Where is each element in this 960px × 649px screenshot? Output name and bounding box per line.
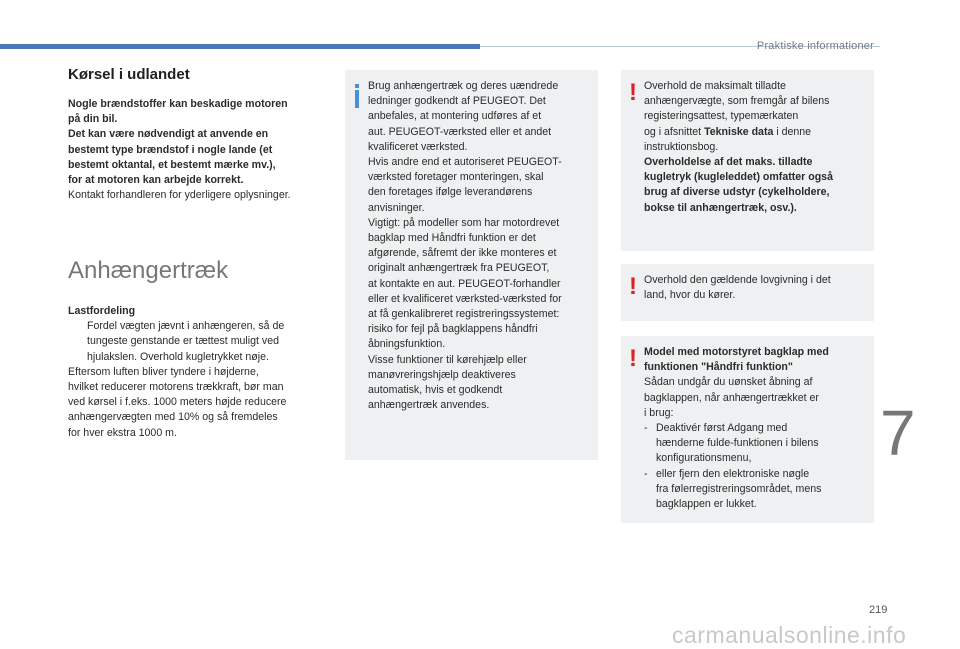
text-line: ved kørsel i f.eks. 1000 meters højde reducere (68, 396, 287, 409)
altitude-text (68, 365, 330, 441)
text-line: bagklappen, når anhængertrækket er (644, 391, 819, 404)
text-line: anbefales, at montering udføres af et (368, 110, 542, 123)
info-box (345, 70, 598, 460)
dash-marker: - (644, 422, 648, 435)
text-line: brug af diverse udstyr (cykelholdere, (644, 186, 830, 199)
page-number: 219 (869, 604, 888, 616)
dash-marker: - (644, 467, 648, 480)
warning-icon: ! (629, 345, 637, 372)
text-line: åbningsfunktion. (368, 338, 446, 351)
text-line: anhængervægte, som fremgår af bilens (644, 95, 830, 108)
text-line: Brug anhængertræk og deres uændrede (368, 80, 559, 92)
text-line: instruktionsbog. (644, 140, 719, 153)
text-line: manøvreringshjælp deaktiveres (368, 368, 516, 381)
bullet-item (68, 319, 330, 365)
text-line: originalt anhængertræk fra PEUGEOT, (368, 262, 550, 275)
bullet-check-icon (68, 319, 87, 365)
text-line: kugletryk (kugleleddet) omfatter også (644, 171, 833, 184)
text-line: eller fjern den elektroniske nøgle (656, 467, 810, 480)
warning-box-legislation (621, 264, 874, 321)
list-item-text (656, 467, 821, 513)
text-line: Eftersom luften bliver tyndere i højderne, (68, 365, 259, 378)
text-line: den foretages ifølge leverandørens (368, 186, 533, 199)
text-line: i brug: (644, 406, 674, 419)
text-line: Nogle brændstoffer kan beskadige motoren (68, 98, 288, 110)
text-line: hænderne fulde-funktionen i bilens (656, 437, 819, 450)
text-line: eller et kvalificeret værksted-værksted for (368, 292, 562, 305)
text-line: funktionen "Håndfri funktion" (644, 361, 793, 374)
text-line: hjulakslen. Overhold kugletrykket nøje. (87, 350, 269, 363)
technical-data-reference: Tekniske data (704, 125, 774, 138)
text-line: Model med motorstyret bagklap med (644, 346, 829, 358)
text-line: Hvis andre end et autoriseret PEUGEOT- (368, 156, 562, 169)
header-accent-bar (0, 44, 480, 49)
text-line: Det kan være nødvendigt at anvende en (68, 128, 269, 141)
warning-box-max-weights (621, 70, 874, 251)
text-line: bagklap med Håndfri funktion er det (368, 232, 536, 245)
text-line: automatisk, hvis et godkendt (368, 384, 503, 397)
text-line: ledninger godkendt af PEUGEOT. Det (368, 95, 546, 108)
text-line: tungeste genstande er tættest muligt ved (87, 335, 279, 348)
text-line: Overhold de maksimalt tilladte (644, 80, 786, 92)
chapter-number: 7 (880, 397, 916, 469)
text-line: i denne (773, 125, 812, 138)
text-line: bestemt type brændstof i nogle lande (et (68, 143, 273, 156)
info-icon (354, 84, 360, 108)
text-line: Vigtigt: på modeller som har motordrevet (368, 216, 560, 229)
text-line: Visse funktioner til kørehjælp eller (368, 353, 527, 366)
info-box-text (368, 79, 588, 413)
text-line: kvalificeret værksted. (368, 140, 468, 153)
subtitle-load-distribution: Lastfordeling (68, 305, 136, 317)
text-line: Sådan undgår du uønsket åbning af (644, 376, 813, 389)
text-line: Deaktivér først Adgang med (656, 422, 788, 435)
text-line: og i afsnittet (644, 125, 705, 138)
text-line: at kontakte en aut. PEUGEOT-forhandler (368, 277, 561, 290)
contact-dealer-text: Kontakt forhandleren for yderligere oplysninger. (68, 189, 291, 202)
list-item (644, 421, 864, 467)
bullet-text (87, 319, 284, 365)
section-driving-abroad (68, 66, 328, 203)
text-line: aut. PEUGEOT-værksted eller et andet (368, 125, 552, 138)
section-title-towbar: Anhængertræk (68, 257, 229, 284)
fuel-warning-text (68, 97, 328, 188)
list-item-text (656, 421, 819, 467)
text-line: for at motoren kan arbejde korrekt. (68, 174, 244, 187)
text-line: på din bil. (68, 113, 118, 126)
list-item (644, 467, 864, 513)
text-line: registeringsattest, typemærkaten (644, 110, 799, 123)
text-line: for hver ekstra 1000 m. (68, 426, 177, 439)
warning-box-text (644, 79, 864, 216)
text-line: anhængervægten med 10% og så fremdeles (68, 411, 278, 424)
text-line: anvisninger. (368, 201, 425, 214)
section-title: Kørsel i udlandet (68, 66, 190, 83)
text-line: konfigurationsmenu, (656, 452, 752, 465)
text-line: at få genkalibreret registreringssystemet: (368, 308, 560, 321)
watermark: carmanualsonline.info (672, 622, 907, 648)
text-line: Overhold den gældende lovgivning i det (644, 274, 831, 286)
warning-box-hands-free-tailgate (621, 336, 874, 523)
warning-icon: ! (629, 79, 637, 106)
text-line: værksted foretager monteringen, skal (368, 171, 544, 184)
text-line: bestemt oktantal, et bestemt mærke mv.), (68, 158, 276, 171)
section-towbar (68, 304, 330, 441)
warning-box-text (644, 273, 864, 303)
text-line: fra følerregistreringsområdet, mens (656, 482, 822, 495)
text-line: Fordel vægten jævnt i anhængeren, så de (87, 320, 285, 333)
text-line: Overholdelse af det maks. tilladte (644, 156, 813, 169)
text-line: hvilket reducerer motorens trækkraft, bør man (68, 381, 284, 394)
text-line: anhængertræk anvendes. (368, 399, 490, 412)
warning-box-text (644, 345, 864, 512)
text-line: land, hvor du kører. (644, 289, 736, 302)
text-line: risiko for fejl på bagklappens håndfri (368, 323, 538, 336)
chapter-title: Praktiske informationer (756, 40, 874, 52)
text-line: bokse til anhængertræk, osv.). (644, 201, 797, 214)
text-line: afgørende, såfremt der ikke monteres et (368, 247, 557, 260)
warning-icon: ! (629, 273, 637, 300)
text-line: bagklappen er lukket. (656, 498, 757, 511)
